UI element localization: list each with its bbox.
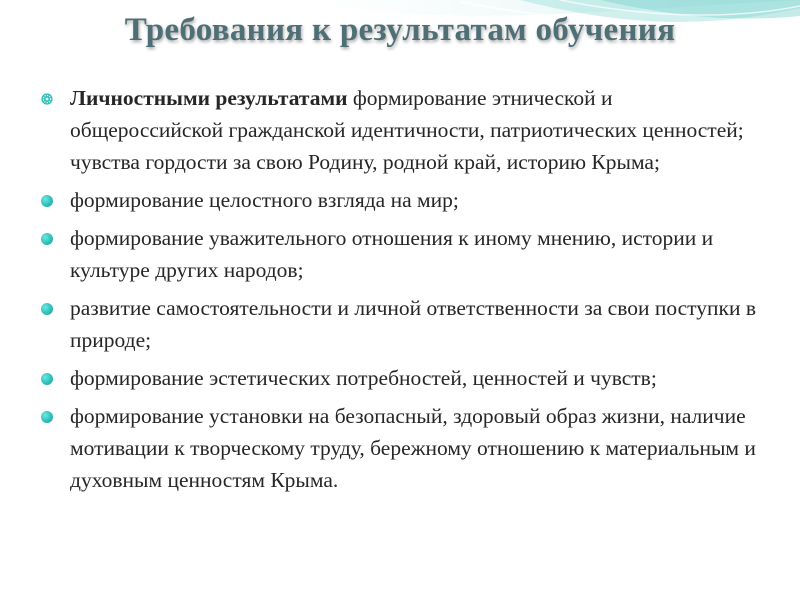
item-text: формирование этнической и общероссийской гражданской идентичности, патриотических ценностей; чувства гордости за свою Родину, родной край, историю Крыма;: [70, 86, 744, 174]
item-text: формирование установки на безопасный, здоровый образ жизни, наличие мотивации к творческому труду, бережному отношению к материальным и духовным ценностям Крыма.: [70, 404, 756, 492]
list-item: [40, 400, 770, 496]
list-item: [40, 184, 770, 216]
list-item: [40, 222, 770, 286]
circle-bullet-icon: [41, 233, 53, 245]
item-lead: Личностными результатами: [70, 86, 348, 110]
bullet-list: [40, 82, 770, 502]
item-text: формирование эстетических потребностей, ценностей и чувств;: [70, 366, 657, 390]
item-text: развитие самостоятельности и личной ответственности за свои поступки в природе;: [70, 296, 757, 352]
circle-bullet-icon: [41, 411, 53, 423]
item-text: формирование целостного взгляда на мир;: [70, 188, 459, 212]
circle-bullet-icon: [41, 303, 53, 315]
dotted-circle-icon: [41, 93, 53, 105]
list-item: [40, 292, 770, 356]
slide-title: Требования к результатам обучения: [124, 12, 676, 48]
list-item: [40, 362, 770, 394]
list-item: [40, 82, 770, 178]
circle-bullet-icon: [41, 195, 53, 207]
circle-bullet-icon: [41, 373, 53, 385]
item-text: формирование уважительного отношения к иному мнению, истории и культуре других народов;: [70, 226, 714, 282]
